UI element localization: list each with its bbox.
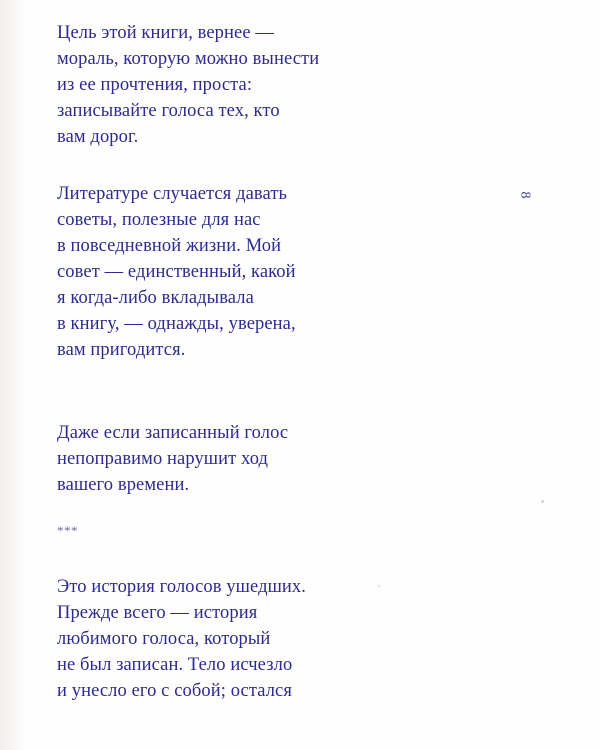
text-line: совет — единственный, какой: [57, 262, 296, 282]
text-line: вашего времени.: [57, 475, 190, 495]
paper-speck: [541, 500, 544, 503]
text-line: советы, полезные для нас: [57, 210, 261, 230]
text-line: записывайте голоса тех, кто: [57, 101, 280, 121]
text-line: вам пригодится.: [57, 340, 186, 360]
text-line: не был записан. Тело исчезло: [57, 655, 293, 675]
text-line: в повседневной жизни. Мой: [57, 236, 282, 256]
page-number: 8: [517, 191, 533, 199]
paragraph-book-purpose: [57, 20, 319, 150]
text-line: Прежде всего — история: [57, 603, 258, 623]
text-line: Литературе случается давать: [57, 184, 288, 204]
text-line: в книгу, — однажды, уверена,: [57, 314, 296, 334]
paragraph-advice: [57, 181, 296, 363]
text-line: Это история голосов ушедших.: [57, 577, 307, 597]
section-separator: ***: [57, 523, 78, 538]
paper-speck: [378, 585, 380, 587]
text-line: непоправимо нарушит ход: [57, 449, 269, 469]
text-line: и унесло его с собой; остался: [57, 681, 292, 701]
text-line: Даже если записанный голос: [57, 423, 289, 443]
text-line: любимого голоса, который: [57, 629, 271, 649]
text-line: Цель этой книги, вернее —: [57, 23, 274, 43]
text-line: мораль, которую можно вынести: [57, 49, 320, 69]
text-line: я когда-либо вкладывала: [57, 288, 254, 308]
text-line: из ее прочтения, проста:: [57, 75, 253, 95]
page-gutter-shadow: [0, 0, 26, 750]
text-line: вам дорог.: [57, 127, 139, 147]
paragraph-recorded-voice: [57, 420, 288, 498]
paragraph-story-of-voices: [57, 574, 306, 704]
